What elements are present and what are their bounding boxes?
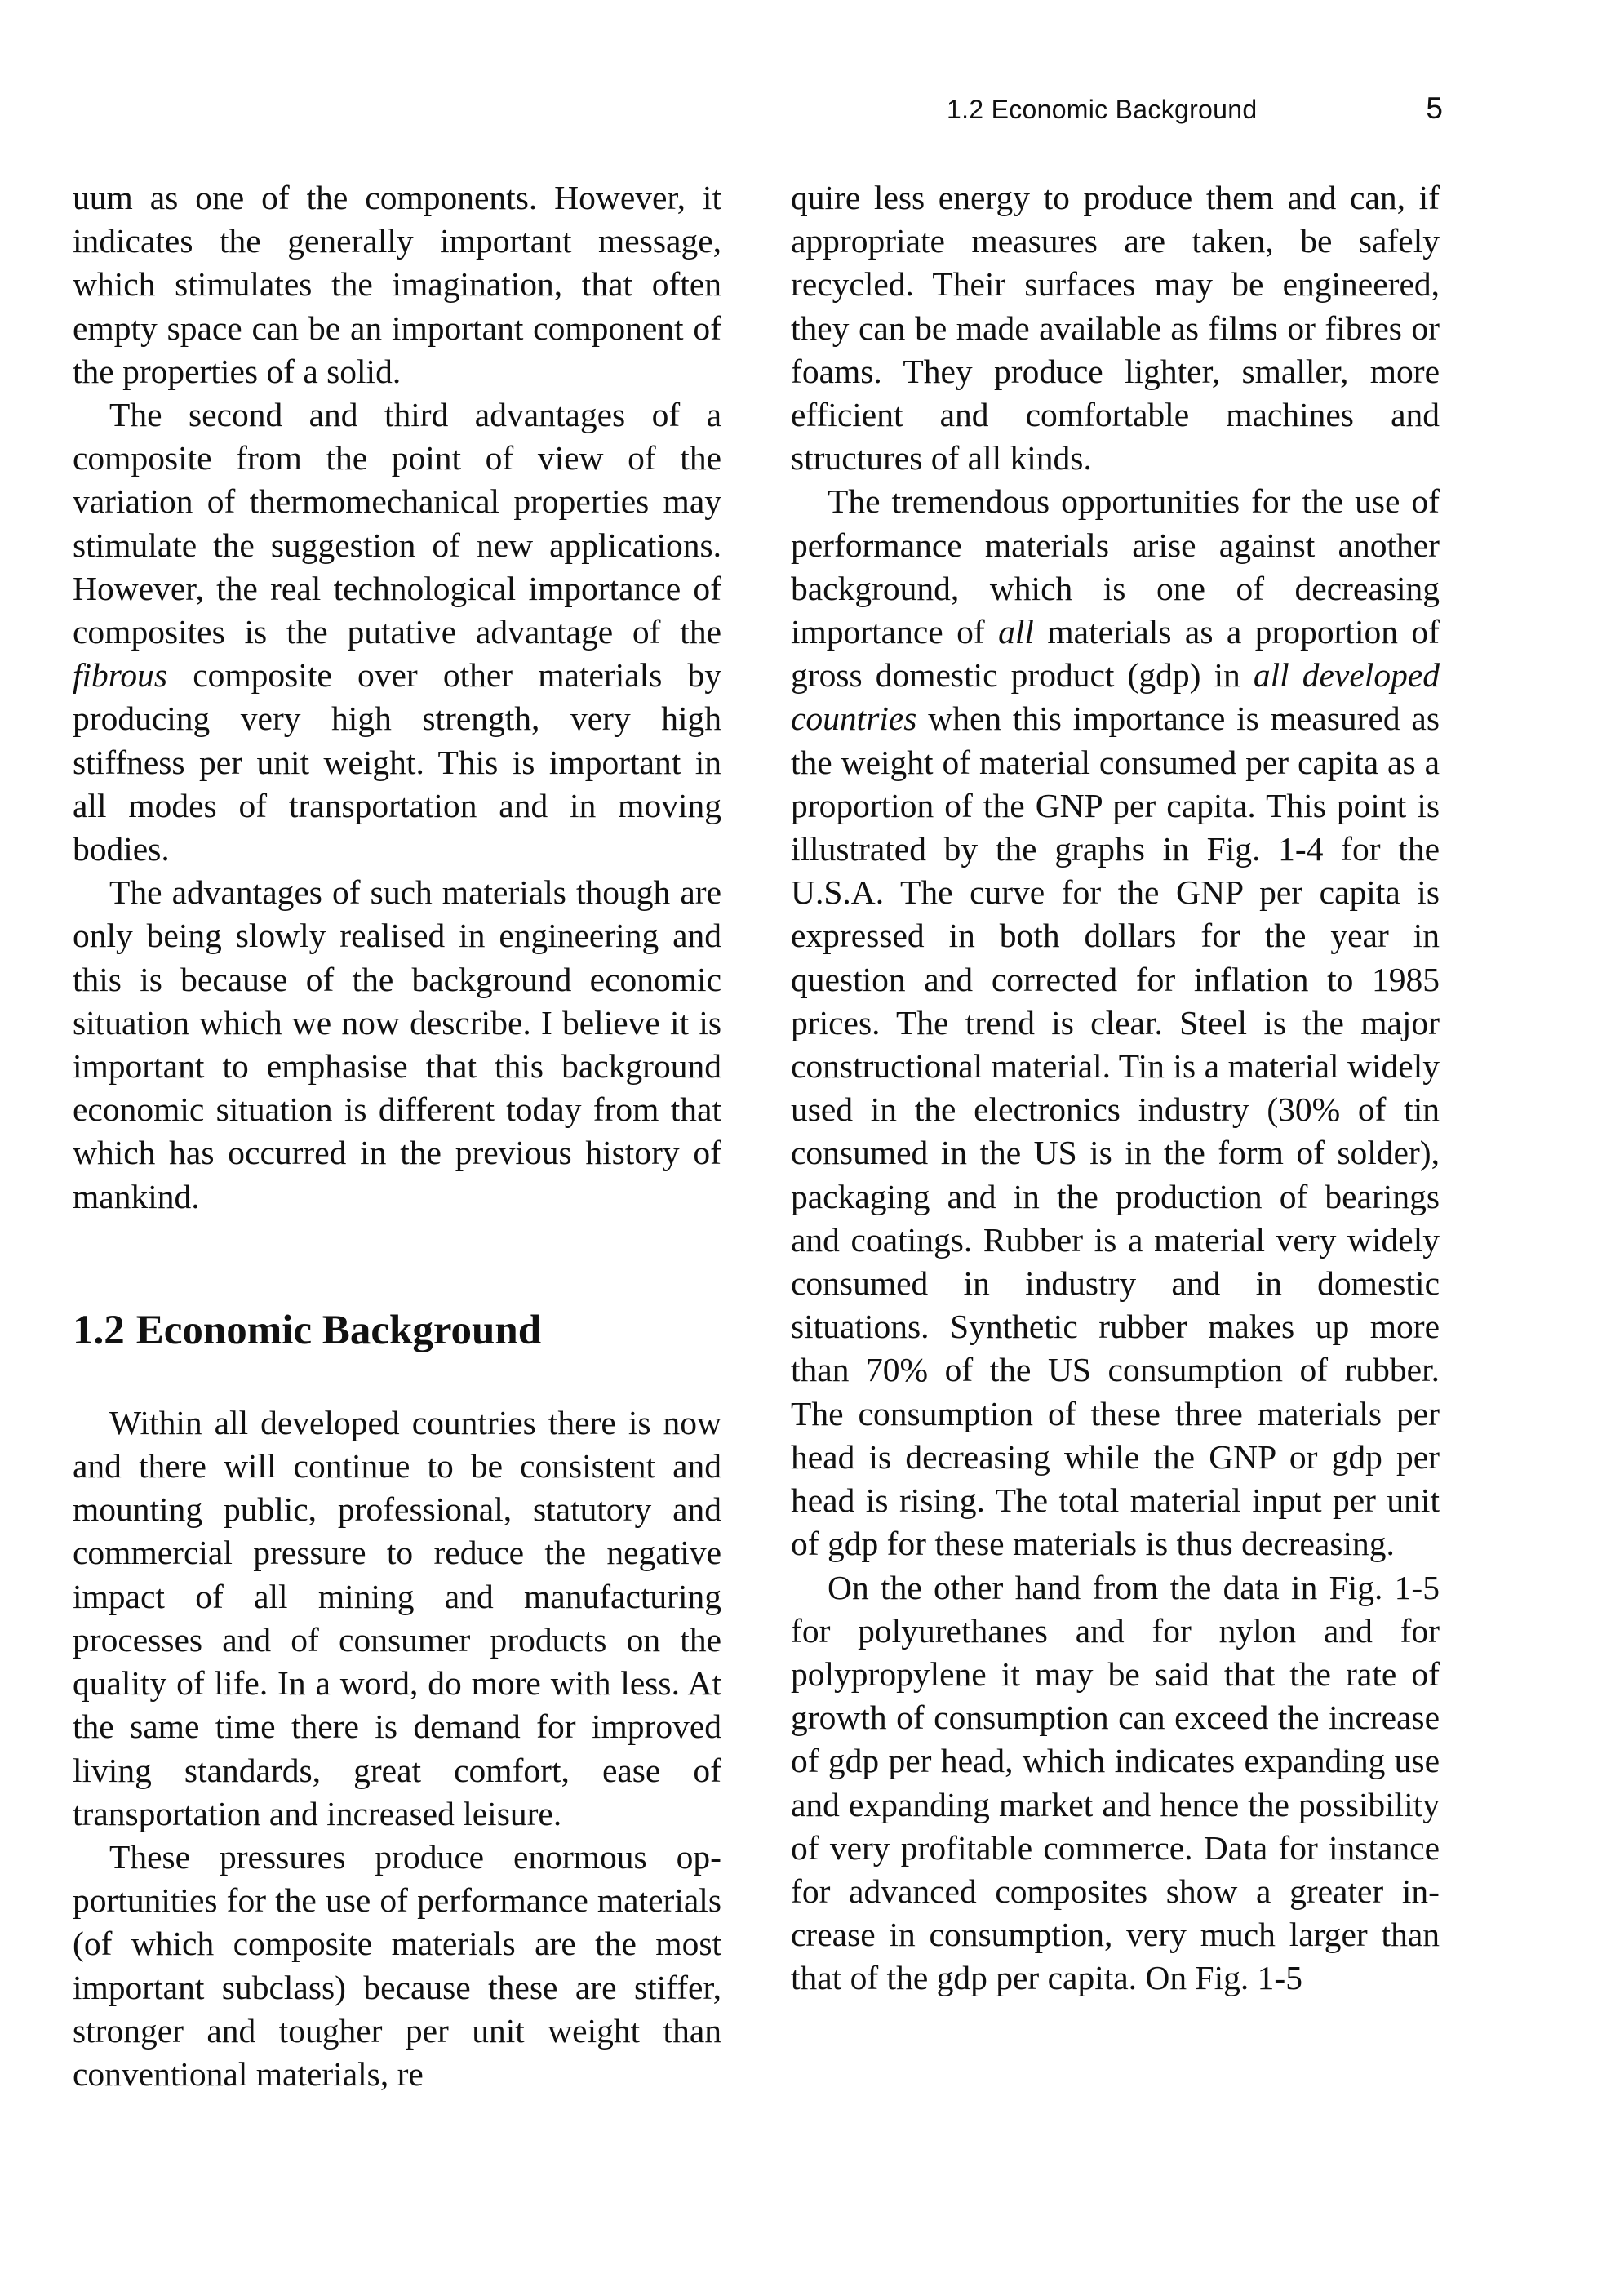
paragraph-pressures: These pressures produce enormous opportunities for the use of performance materials (of which composite materials are the most important subclass) because these are stiffer, stronger and tougher per unit weight than conventional materials, re <box>73 1837 721 2093</box>
text-run: materials as a proportion of gross domestic product (gdp) in <box>791 613 1440 695</box>
text-run: composite over other materials by producing very high strength, very high stiffness per unit weight. This is important in all modes of transportation and in moving bodies. <box>73 656 721 868</box>
paragraph-developed-countries: Within all developed countries there is now and there will continue to be consistent and mounting public, professional, statutory and commercial pressure to reduce the negative impact of all mining and manufacturing processes and of consumer products on the quality of life. In a word, do more with less. At the same time there is demand for improved living standards, great comfort, ease of transportation and increased leisure. <box>73 1403 721 1832</box>
running-header <box>947 91 1443 126</box>
right-column <box>791 176 1440 2001</box>
paragraph-other-hand: On the other hand from the data in Fig. 1-5 for polyurethanes and for nylon and for polypropylene it may be said that the rate of growth of consumption can exceed the increase of gdp per head, which indicates expanding use and expanding market and hence the possibility of very profitable commerce. Data for instance for advanced composites show a greater increase in consumption, very much larger than that of the gdp per capita. On Fig. 1-5 <box>791 1568 1440 1997</box>
running-title: 1.2 Economic Background <box>947 95 1258 124</box>
section-title: Economic Background <box>135 1307 542 1353</box>
section-heading <box>73 1307 721 1354</box>
text-run: when this importance is measured as the weight of material consumed per capita as a proportion of the GNP per capita. This point is illustrated by the graphs in Fig. 1-4 for the U.S.A. The curve for the GNP per capita is expressed in both dollars for the year in question and corrected for inflation to 1985 prices. The trend is clear. Steel is the major constructional material. Tin is a material widely used in the electronics industry (30% of tin consumed in the US is in the form of solder), packaging and in the production of bearings and coatings. Rubber is a material very widely consumed in industry and in domestic situations. Synthetic rubber makes up more than 70% of the US consumption of rubber. The consumption of these three materials per head is decreasing while the GNP or gdp per head is rising. The total material input per unit of gdp for these materials is thus decreasing. <box>791 699 1440 1563</box>
paragraph-continued: quire less energy to produce them and can, if appropriate measures are taken, be safely recycled. Their surfaces may be engineered, they can be made available as films or fibres or foams. They produce lighter, smaller, more efficient and comfortable machines and structures of all kinds. <box>791 179 1440 477</box>
text-run: The second and third advantages of a composite from the point of view of the variation of thermomechanical properties may stimulate the suggestion of new applications. However, the real technological importance of composites is the putative advantage of the <box>73 396 721 651</box>
paragraph-slow-realisation: The advantages of such materials though are only being slowly realised in engineering and this is because of the background economic situation which we now describe. I believe it is important to emphasise that this background economic situation is different today from that which has occurred in the previous history of mankind. <box>73 873 721 1215</box>
paragraph-opportunities <box>791 480 1440 1565</box>
emphasis-fibrous: fibrous <box>73 656 168 695</box>
paragraph-continued: uum as one of the components. However, it indicates the generally important message, which stimulates the imagination, that often empty space can be an important component of the properties of a solid. <box>73 179 721 390</box>
emphasis-all: all <box>998 613 1034 651</box>
emphasis-all-developed-countries: all developed countries <box>791 656 1440 738</box>
left-column <box>73 176 721 2096</box>
page-number: 5 <box>1426 91 1443 125</box>
paragraph-advantages <box>73 393 721 871</box>
section-number: 1.2 <box>73 1307 125 1353</box>
text-run: The tremendous opportunities for the use of performance materials arise against another background, which is one of decreasing importance of <box>791 482 1440 651</box>
